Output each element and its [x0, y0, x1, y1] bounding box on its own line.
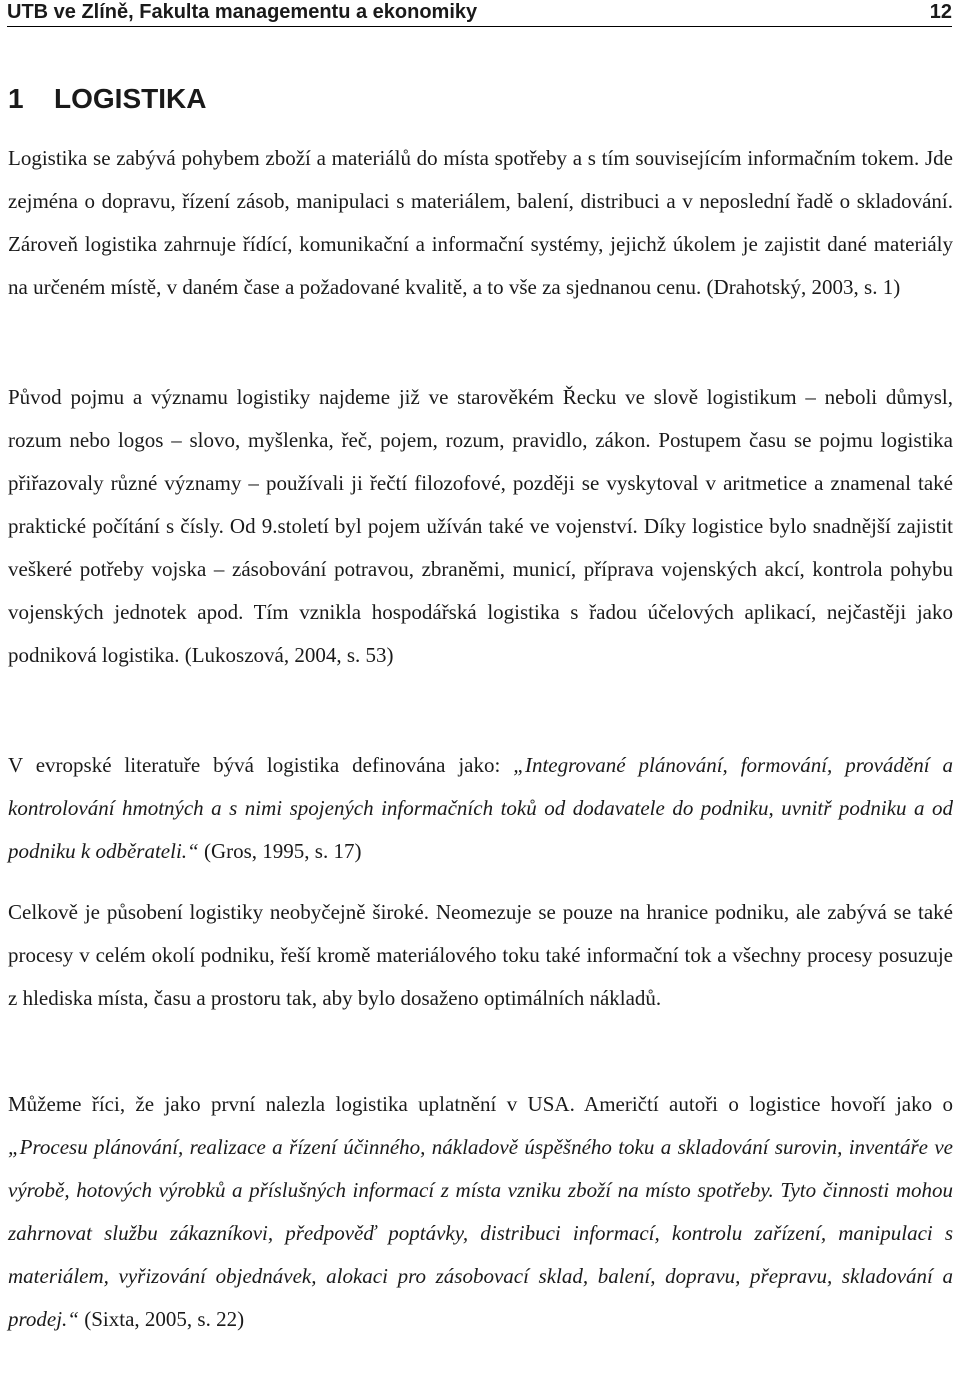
paragraph-5	[8, 1083, 953, 1341]
citation: (Gros, 1995, s. 17)	[198, 839, 362, 863]
chapter-title: LOGISTIKA	[54, 83, 207, 114]
definition-quote: „Integrované plánování, formování, provádění a kontrolování hmotných a s nimi spojených informačních toků od dodavatele do podniku, uvnitř podniku a od podniku k odběrateli.“	[8, 753, 953, 863]
header-title: UTB ve Zlíně, Fakulta managementu a ekonomiky	[7, 1, 478, 23]
paragraph-1	[8, 137, 953, 309]
paragraph-lead: Můžeme říci, že jako první nalezla logistika uplatnění v USA. Američtí autoři o logistice hovoří jako o	[8, 1092, 953, 1116]
paragraph-3	[8, 744, 953, 873]
paragraph-4	[8, 891, 953, 1020]
citation: (Sixta, 2005, s. 22)	[78, 1307, 245, 1331]
chapter-heading	[8, 82, 206, 116]
paragraph-text: Celkově je působení logistiky neobyčejně široké. Neomezuje se pouze na hranice podniku, ale zabývá se také procesy v celém okolí podniku, řeší kromě materiálového toku také informační tok a všechny procesy posuzuje z hlediska místa, času a prostoru tak, aby bylo dosaženo optimálních nákladů.	[8, 900, 953, 1010]
paragraph-text	[8, 744, 953, 873]
page-number: 12	[929, 1, 952, 23]
paragraph-text	[8, 1083, 953, 1341]
paragraph-lead: V evropské literatuře bývá logistika definována jako:	[8, 753, 514, 777]
paragraph-2	[8, 376, 953, 677]
definition-quote: „Procesu plánování, realizace a řízení účinného, nákladově úspěšného toku a skladování surovin, inventáře ve výrobě, hotových výrobků a příslušných informací z místa vzniku zboží na místo spotřeby. Tyto činnosti mohou zahrnovat službu zákazníkovi, předpověď poptávky, distribuci informací, kontrolu zařízení, manipulaci s materiálem, vyřizování objednávek, alokaci pro zásobovací sklad, balení, dopravu, přepravu, skladování a prodej.“	[8, 1135, 953, 1331]
paragraph-text: Logistika se zabývá pohybem zboží a materiálů do místa spotřeby a s tím souvisejícím informačním tokem. Jde zejména o dopravu, řízení zásob, manipulaci s materiálem, balení, distribuci a v neposlední řadě o skladování. Zároveň logistika zahrnuje řídící, komunikační a informační systémy, jejichž úkolem je zajistit dané materiály na určeném místě, v daném čase a požadované kvalitě, a to vše za sjednanou cenu. (Drahotský, 2003, s. 1)	[8, 146, 953, 299]
page-header	[7, 0, 952, 27]
chapter-number: 1	[8, 83, 24, 114]
paragraph-text: Původ pojmu a významu logistiky najdeme již ve starověkém Řecku ve slově logistikum – neboli důmysl, rozum nebo logos – slovo, myšlenka, řeč, pojem, rozum, pravidlo, zákon. Postupem času se pojmu logistika přiřazovaly různé významy – používali ji řečtí filozofové, později se vyskytoval v aritmetice a znamenal také praktické počítání s čísly. Od 9.století byl pojem užíván také ve vojenství. Díky logistice bylo snadnější zajistit veškeré potřeby vojska – zásobování potravou, zbraněmi, municí, příprava vojenských akcí, kontrola pohybu vojenských jednotek apod. Tím vznikla hospodářská logistika s řadou účelových aplikací, nejčastěji jako podniková logistika. (Lukoszová, 2004, s. 53)	[8, 385, 953, 667]
